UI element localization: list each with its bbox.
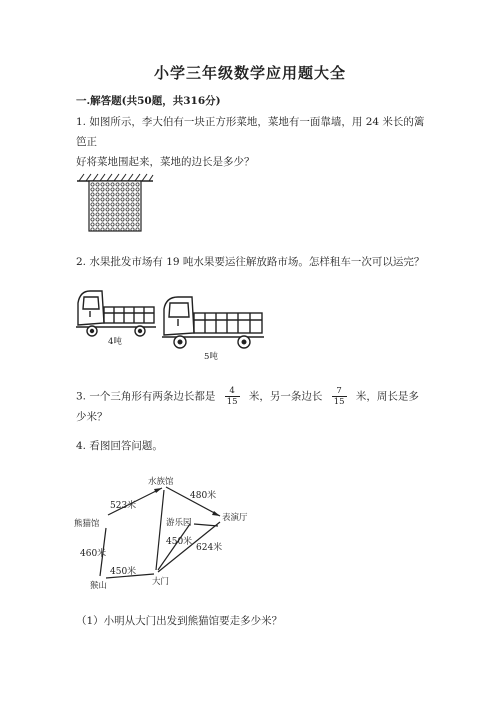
fraction-2-numerator: 7 xyxy=(332,386,347,397)
place-panda-house: 熊猫馆 xyxy=(74,519,100,529)
distance-panda-monkey: 460米 xyxy=(80,549,107,559)
place-performance-hall: 表演厅 xyxy=(222,513,248,523)
wall-icon xyxy=(77,174,153,181)
distance-panda-aquarium: 523米 xyxy=(110,501,137,511)
question-3 xyxy=(76,386,436,427)
place-aquarium: 水族馆 xyxy=(148,477,174,487)
question-3-text-c: 米，周长是多 xyxy=(355,390,419,403)
page-title: 小学三年级数学应用题大全 xyxy=(153,64,346,82)
question-1-line-2: 好将菜地围起来，菜地的边长是多少？ xyxy=(76,156,255,168)
question-3-text-a: 3. 一个三角形有两条边长都是 xyxy=(76,390,216,403)
place-monkey-hill: 猴山 xyxy=(90,581,108,591)
fraction-seven-fifteenths xyxy=(332,386,347,407)
square-plot xyxy=(89,181,141,231)
question-1 xyxy=(76,112,426,172)
path-amusement-performance xyxy=(194,524,218,526)
path-gate-amusement xyxy=(158,524,193,570)
section-heading: 一.解答题(共50题，共316分) xyxy=(76,95,221,107)
place-main-gate: 大门 xyxy=(152,577,170,587)
place-amusement-park: 游乐园 xyxy=(166,518,192,528)
arrow-head-1 xyxy=(154,488,162,493)
question-4: 4. 看图回答问题。 xyxy=(76,440,163,452)
fraction-four-fifteenths xyxy=(225,386,240,407)
question-3-line-2: 少米？ xyxy=(76,411,108,423)
question-1-line-1: 1. 如图所示，李大伯有一块正方形菜地，菜地有一面靠墙，用 24 米长的篱笆正 xyxy=(76,116,425,148)
fraction-1-numerator: 4 xyxy=(225,386,240,397)
distance-monkey-gate: 450米 xyxy=(110,567,137,577)
question-2: 2. 水果批发市场有 19 吨水果要运往解放路市场。怎样租车一次可以运完？ xyxy=(76,256,425,268)
zoo-map-diagram xyxy=(70,470,280,595)
distance-gate-amusement: 450米 xyxy=(166,537,193,547)
large-truck-capacity: 5吨 xyxy=(204,352,218,362)
fraction-1-denominator: 15 xyxy=(226,397,238,407)
large-truck-icon xyxy=(162,297,264,348)
question-3-line-1 xyxy=(76,386,436,407)
question-3-text-b: 米，另一条边长 xyxy=(248,390,323,403)
question-4-sub-1: （1）小明从大门出发到熊猫馆要走多少米？ xyxy=(76,615,283,627)
small-truck-icon xyxy=(76,291,156,336)
small-truck-capacity: 4吨 xyxy=(108,337,122,347)
path-aquarium-gate xyxy=(156,490,164,570)
trucks-illustration xyxy=(72,283,272,363)
vegetable-plot-diagram xyxy=(75,172,155,234)
distance-amusement-performance: 624米 xyxy=(196,543,223,553)
fraction-2-denominator: 15 xyxy=(333,397,345,407)
distance-aquarium-performance: 480米 xyxy=(190,491,217,501)
